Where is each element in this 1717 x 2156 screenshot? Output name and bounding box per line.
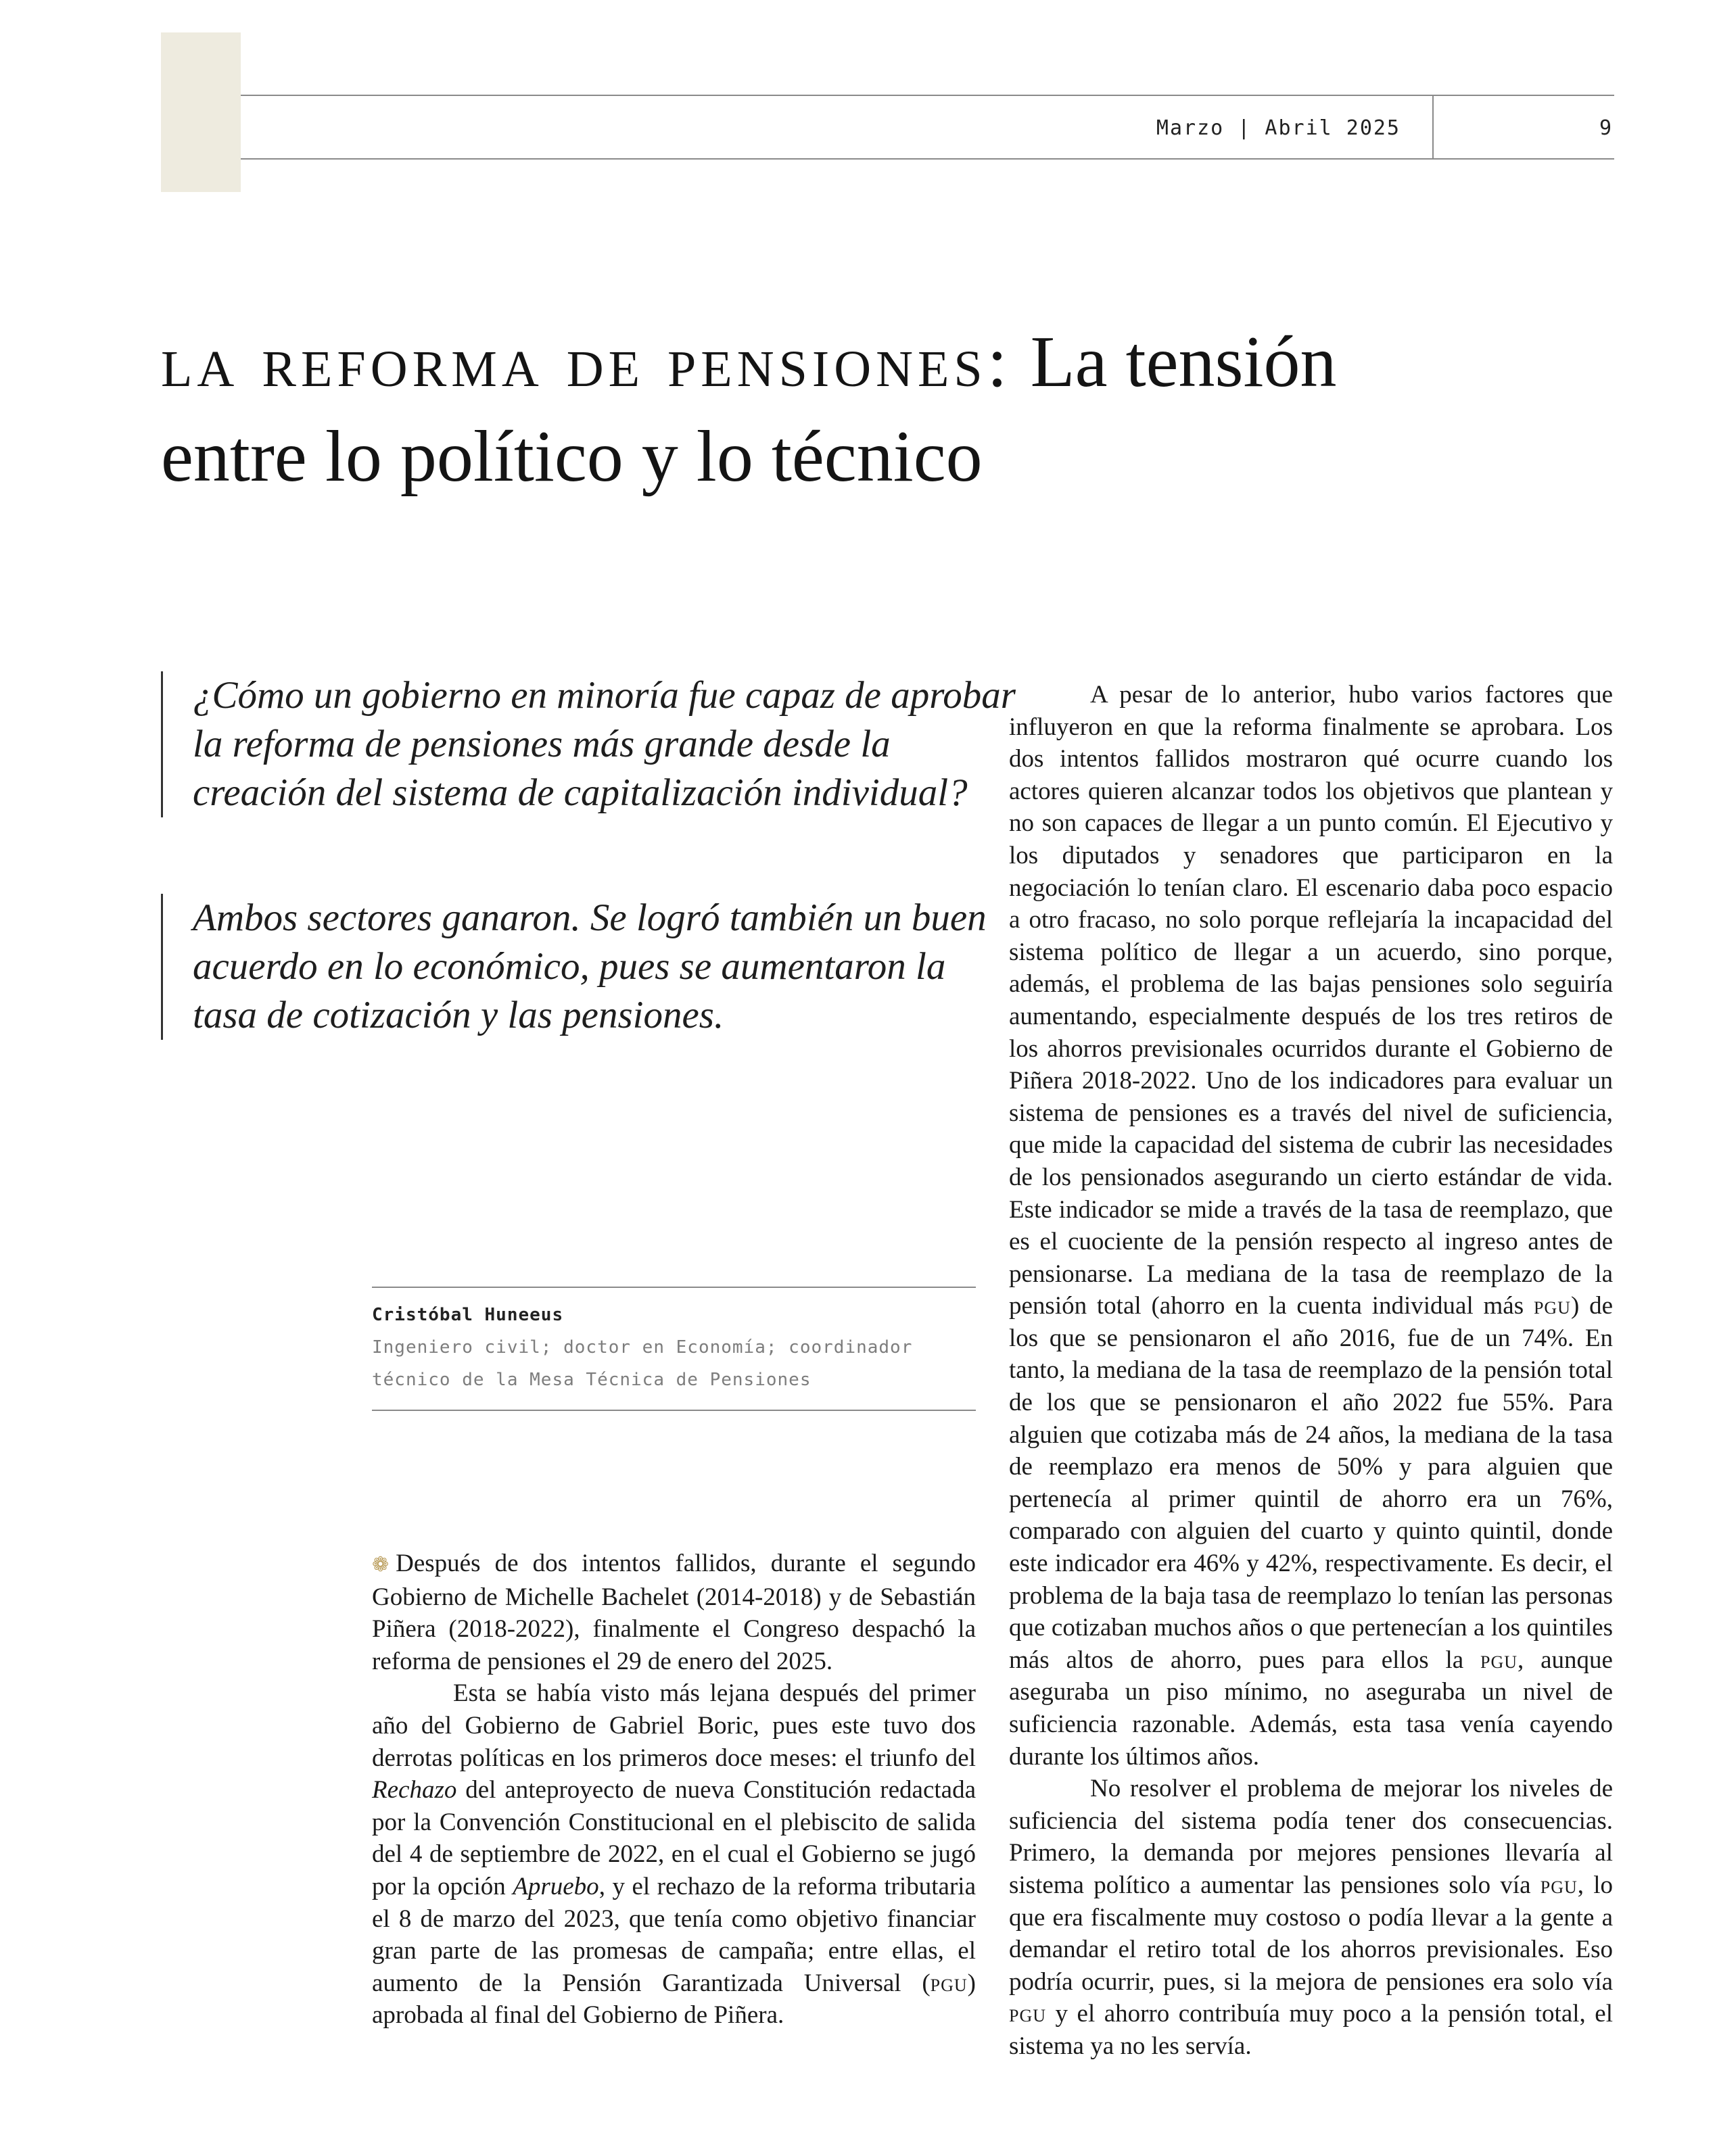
acronym-pgu: pgu	[1480, 1646, 1518, 1674]
paragraph: No resolver el problema de mejorar los niveles de suficiencia del sistema podía tener dos consecuencias. Primero, la demanda por mejores pensiones llevaría al sistema político a aumentar las pensiones solo vía pgu, lo que era fiscalmente muy costoso o podía llevar a la gente a demandar el retiro total de los ahorros previsionales. Eso podría ocurrir, pues, si la mejora de pensiones era solo vía pgu y el ahorro contribuía muy poco a la pensión total, el sistema ya no les servía.	[1009, 1775, 1613, 2060]
author-box	[372, 1287, 976, 1411]
author-role: Ingeniero civil; doctor en Economía; coordinador técnico de la Mesa Técnica de Pensiones	[372, 1337, 913, 1390]
page-number: 9	[1599, 116, 1612, 140]
acronym-pgu: pgu	[1540, 1871, 1578, 1899]
acronym-pgu: pgu	[1533, 1292, 1571, 1320]
paragraph: ❁ Después de dos intentos fallidos, durante el segundo Gobierno de Michelle Bachelet (2014-2018) y de Sebastián Piñera (2018-2022), finalmente el Congreso despachó la reforma de pensiones el 29 de enero del 2025.	[372, 1550, 976, 1675]
article-title	[161, 315, 1595, 504]
emphasis-apruebo: Apruebo	[513, 1872, 599, 1900]
acronym-pgu: pgu	[930, 1969, 968, 1997]
header-rule-bottom	[241, 158, 1614, 160]
title-main-line1: La tensión	[1030, 322, 1337, 402]
body-column-left	[372, 1548, 976, 2032]
author-name: Cristóbal Huneeus	[372, 1305, 564, 1325]
header-divider	[1432, 95, 1434, 160]
body-column-right	[1009, 679, 1613, 2063]
header-rule-top	[241, 95, 1614, 96]
pullquote-answer: Ambos sectores ganaron. Se logró también un buen acuerdo en lo económico, pues se aumentaron la tasa de cotización y las pensiones.	[161, 894, 1018, 1040]
paragraph: Esta se había visto más lejana después del primer año del Gobierno de Gabriel Boric, pues este tuvo dos derrotas políticas en los primeros doce meses: el triunfo del Rechazo del anteproyecto de nueva Constitución redactada por la Convención Constitucional en el plebiscito de salida del 4 de septiembre de 2022, en el cual el Gobierno se jugó por la opción Apruebo, y el rechazo de la reforma tributaria el 8 de marzo del 2023, que tenía como objetivo financiar gran parte de las promesas de campaña; entre ellas, el aumento de la Pensión Garantizada Universal (pgu) aprobada al final del Gobierno de Piñera.	[372, 1679, 976, 2030]
title-main-line2: entre lo político y lo técnico	[161, 416, 983, 497]
issue-date: Marzo | Abril 2025	[1156, 116, 1401, 140]
acronym-pgu: pgu	[1009, 2000, 1047, 2028]
pullquote-question: ¿Cómo un gobierno en minoría fue capaz de aprobar la reforma de pensiones más grande desde la creación del sistema de capitalización individual?	[161, 671, 1018, 817]
emphasis-rechazo: Rechazo	[372, 1776, 457, 1804]
paragraph: A pesar de lo anterior, hubo varios factores que influyeron en que la reforma finalmente se aprobara. Los dos intentos fallidos mostraron qué ocurre cuando los actores quieren alcanzar todos los objetivos que plantean y no son capaces de llegar a un punto común. El Ejecutivo y los diputados y senadores que participaron en la negociación lo tenían claro. El escenario daba poco espacio a otro fracaso, no solo porque reflejaría la incapacidad del sistema político de llegar a un acuerdo, sino porque, además, el problema de las bajas pensiones solo seguiría aumentando, especialmente después de los tres retiros de los ahorros previsionales ocurridos durante el Gobierno de Piñera 2018-2022. Uno de los indicadores para evaluar un sistema de pensiones es a través del nivel de suficiencia, que mide la capacidad del sistema de cubrir las necesidades de los pensionados asegurando un cierto estándar de vida. Este indicador se mide a través de la tasa de reemplazo, que es el cuociente de la pensión respecto al ingreso antes de pensionarse. La mediana de la tasa de reemplazo de la pensión total (ahorro en la cuenta individual más pgu) de los que se pensionaron el año 2016, fue de un 74%. En tanto, la mediana de la tasa de reemplazo de la pensión total de los que se pensionaron el año 2022 fue 55%. Para alguien que cotizaba más de 24 años, la mediana de la tasa de reemplazo era menos de 50% y para alguien que pertenecía al primer quintil de ahorro era un 76%, comparado con alguien del cuarto y quinto quintil, donde este indicador era 46% y 42%, respectivamente. Es decir, el problema de la baja tasa de reemplazo lo tenían las personas que cotizaban muchos años o que pertenecían a los quintiles más altos de ahorro, pues para ellos la pgu, aunque aseguraba un piso mínimo, no aseguraba un nivel de suficiencia razonable. Además, esta tasa venía cayendo durante los últimos años.	[1009, 681, 1613, 1771]
flower-ornament-icon: ❁	[372, 1554, 390, 1576]
title-kicker: la reforma de pensiones:	[161, 322, 1012, 402]
accent-block	[161, 32, 241, 192]
